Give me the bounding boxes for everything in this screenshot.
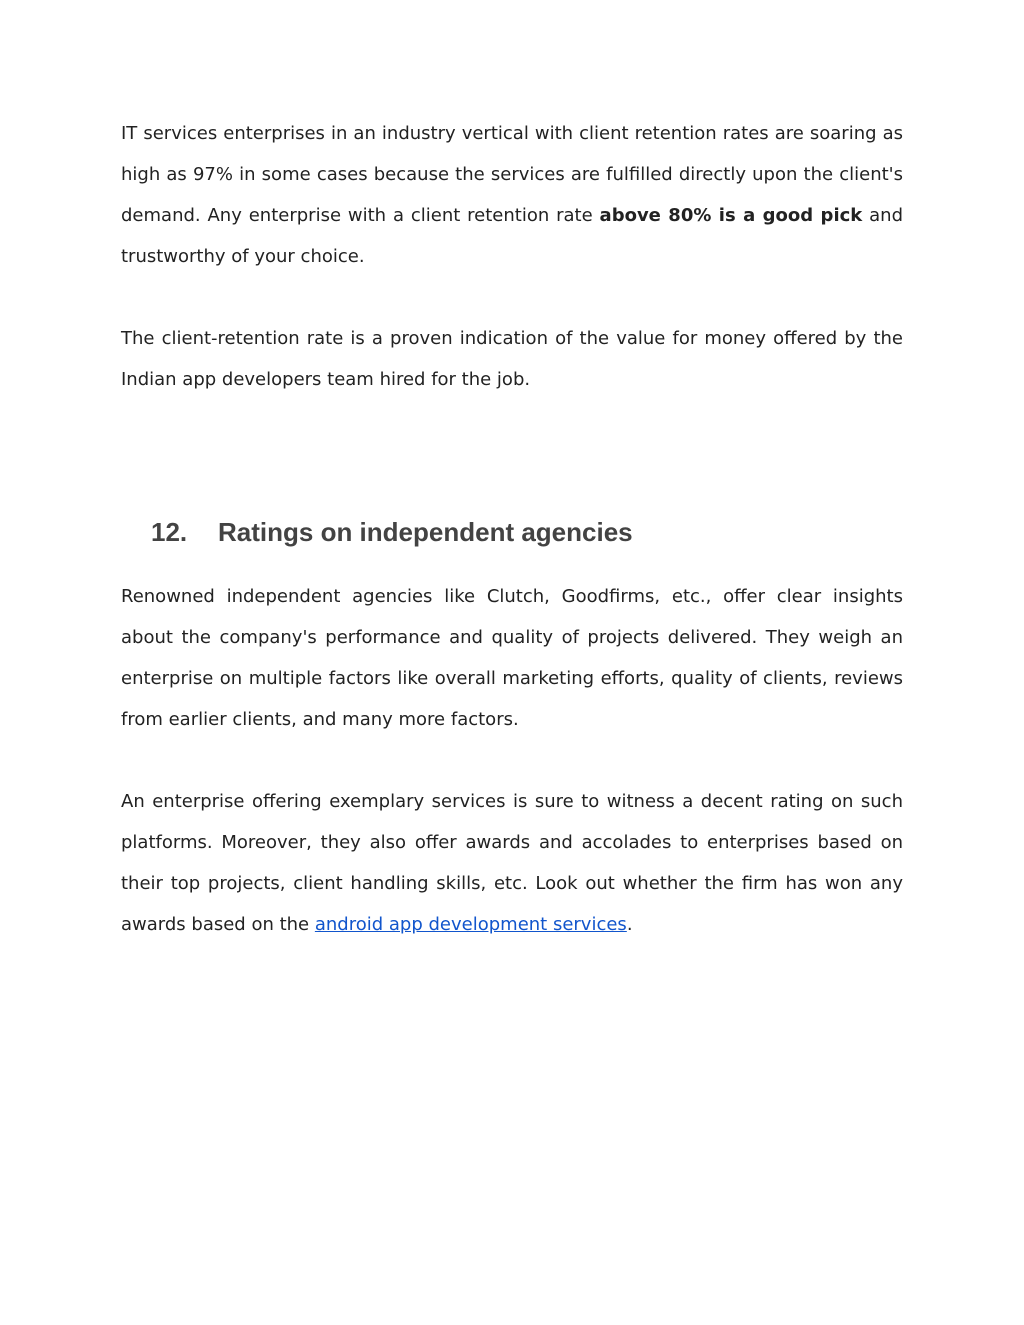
awards-text-start: An enterprise offering exemplary services is sure to witness a decent rating on such platforms. Moreover, they also offer awards and accolades to enterprises based on their top projects, client handling skills, etc. Look out whether the firm has won any awards based on the [121,791,903,935]
retention-text-end: and trustworthy of your choice. [121,205,903,267]
retention-bold-text: above 80% is a good pick [599,205,863,226]
document-body [121,113,903,400]
ratings-section-body [121,576,903,945]
section-heading [151,510,633,554]
retention-paragraph [121,113,903,277]
android-services-link[interactable]: android app development services [314,914,627,935]
section-number: 12. [151,517,188,547]
section-title: Ratings on independent agencies [218,517,633,547]
agencies-paragraph: Renowned independent agencies like Clutch, Goodfirms, etc., offer clear insights about the company's performance and quality of projects delivered. They weigh an enterprise on multiple factors like overall marketing efforts, quality of clients, reviews from earlier clients, and many more factors. [121,586,903,730]
value-paragraph: The client-retention rate is a proven indication of the value for money offered by the Indian app developers team hired for the job. [121,328,903,390]
retention-text-start: IT services enterprises in an industry vertical with client retention rates are soaring as high as 97% in some cases because the services are fulfilled directly upon the client's demand. Any enterprise with a client retention rate [121,123,903,226]
awards-paragraph [121,781,903,945]
awards-text-end: . [626,914,633,935]
